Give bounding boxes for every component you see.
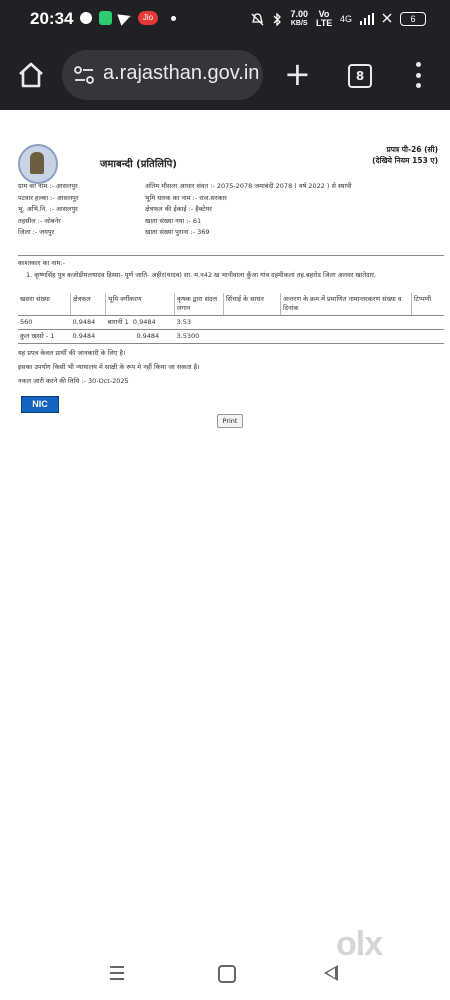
nic-logo: NIC	[21, 396, 59, 413]
signal-bars-icon	[360, 13, 374, 25]
note-info-only: यह प्रपत्र केवल प्रार्थी की जानकारी के लिए है।	[18, 349, 126, 357]
no-signal-icon	[382, 13, 392, 25]
jio-icon: Jio	[138, 11, 158, 25]
net-speed-unit: KB/S	[290, 20, 308, 27]
cell-area: 0.9484	[71, 316, 106, 330]
col-rent-paid: कृषक द्वारा संदत्त लगान	[175, 293, 224, 316]
site-settings-icon[interactable]	[73, 64, 95, 86]
mute-bell-icon	[251, 13, 264, 26]
khasra-table	[18, 293, 444, 344]
home-icon[interactable]	[16, 60, 46, 90]
land-record-inspector: भू. अभि.नि. :- आसलपुर	[18, 205, 78, 213]
net-speed-value: 7.00	[290, 9, 308, 19]
document-title: जमाबन्दी (प्रतिलिपि)	[100, 159, 177, 170]
tehsil-name: तहसील :- जोबनेर	[18, 216, 61, 225]
location-details	[18, 181, 79, 239]
table-total-row	[18, 330, 444, 344]
cell-rent: 3.53	[175, 316, 224, 330]
col-irrigation: सिंचाई के साधन	[224, 293, 281, 316]
cell-mutation	[281, 316, 412, 330]
cell-remarks	[412, 316, 445, 330]
area-unit: क्षेत्रफल की ईकाई :- हैक्टेयर	[145, 205, 212, 213]
col-remarks: टिप्पणी	[412, 293, 445, 316]
bluetooth-icon	[272, 13, 282, 26]
net-speed	[290, 10, 308, 28]
print-button[interactable]: Print	[217, 414, 243, 428]
cell-irrigation	[224, 316, 281, 330]
home-nav-icon[interactable]	[218, 965, 236, 983]
col-land-class: भूमि वर्गीकरण	[106, 293, 175, 316]
tab-switcher-button[interactable]: 8	[348, 64, 372, 88]
volte-label: Vo LTE	[315, 9, 333, 28]
app-notification-icon	[99, 11, 112, 25]
owner-heading: काश्तकार का नाम:-	[18, 259, 65, 267]
chat-bubble-icon	[80, 12, 92, 24]
table-row	[18, 316, 444, 330]
cell-land-area: 0.9484	[132, 318, 156, 326]
more-menu-button[interactable]	[414, 62, 422, 88]
battery-icon: 6	[400, 12, 426, 26]
col-area: क्षेत्रफल	[71, 293, 106, 316]
divider	[18, 255, 444, 256]
account-number-old: खाता संख्या पुराना :- 369	[145, 228, 210, 236]
disclaimer-notes	[18, 346, 200, 388]
account-number-new: खाता संख्या नया :- 61	[145, 216, 202, 225]
cell-total-land-area: 0.9484	[136, 332, 160, 340]
back-icon[interactable]	[324, 965, 338, 981]
web-page	[0, 110, 450, 962]
cell-land-class	[106, 316, 175, 330]
new-tab-button[interactable]: +	[284, 55, 311, 93]
cell-land-type: बारानी 1	[107, 318, 129, 326]
signal-4g-label: 4G	[339, 14, 352, 24]
patwar-halka: पटवार हल्का :- आसलपुर	[18, 193, 79, 202]
col-khasra-number: खसरा संख्या	[18, 293, 71, 316]
table-header-row	[18, 293, 444, 316]
rule-reference: (देखिये नियम 153 ए)	[372, 156, 438, 165]
more-notifications-dot-icon	[171, 16, 176, 21]
cell-total-area: 0.9484	[71, 330, 106, 344]
olx-watermark: olx	[336, 925, 383, 962]
cell-total-label: कुल खसरे - 1	[18, 330, 71, 344]
form-reference	[372, 144, 438, 166]
cell-khasra: 560	[18, 316, 71, 330]
recent-apps-icon[interactable]	[110, 966, 124, 980]
url-text: a.rajasthan.gov.in	[103, 62, 260, 84]
account-details	[145, 181, 352, 239]
settlement-year: अंतिम मौसला आधार संवत :- 2075-2078 जमाबंदी 2078 ( वर्ष 2022 ) से स्थापी	[145, 182, 352, 190]
cell-total-land-class	[106, 330, 175, 344]
android-nav-bar	[0, 962, 450, 1000]
owner-details: 1. कृष्णसिंह पुत्र कजोडीमलयादव हिस्सा- पूर्ण जाति- अहीर(यादव) सा. म.न42 ख भानीवाला कुँआ गांव दहमीकलां तह.बहरोड जिला अलवर खातेदार,	[26, 271, 376, 279]
note-issue-date: नकल जारी करने की तिथि :- 30-Oct-2025	[18, 377, 129, 385]
col-mutation: अन्तरण के क्रम में प्रमाणित नामान्तरकरण संख्या व दिनांक	[281, 293, 412, 316]
clock-time: 20:34	[30, 9, 74, 28]
district-name: जिला :- जयपुर	[18, 228, 55, 236]
telegram-icon	[117, 10, 132, 25]
note-not-evidence: इसका उपयोग किसी भी न्यायालय मे साक्षी के रूप मे नहीं किया जा सकता है।	[18, 363, 200, 371]
browser-toolbar	[0, 38, 450, 110]
address-bar[interactable]	[62, 50, 263, 100]
land-holder-name: भूमि धारक का नाम :- राज.सरकार	[145, 193, 227, 202]
system-icons	[251, 10, 426, 28]
rajasthan-emblem-logo	[18, 144, 58, 184]
form-number: प्रपत्र पी-26 (सी)	[386, 145, 438, 154]
cell-total-rent: 3.5300	[175, 330, 224, 344]
village-name: ग्राम का नाम :- आसलपुर	[18, 182, 78, 190]
status-bar	[0, 0, 450, 38]
notification-icons	[80, 11, 176, 25]
